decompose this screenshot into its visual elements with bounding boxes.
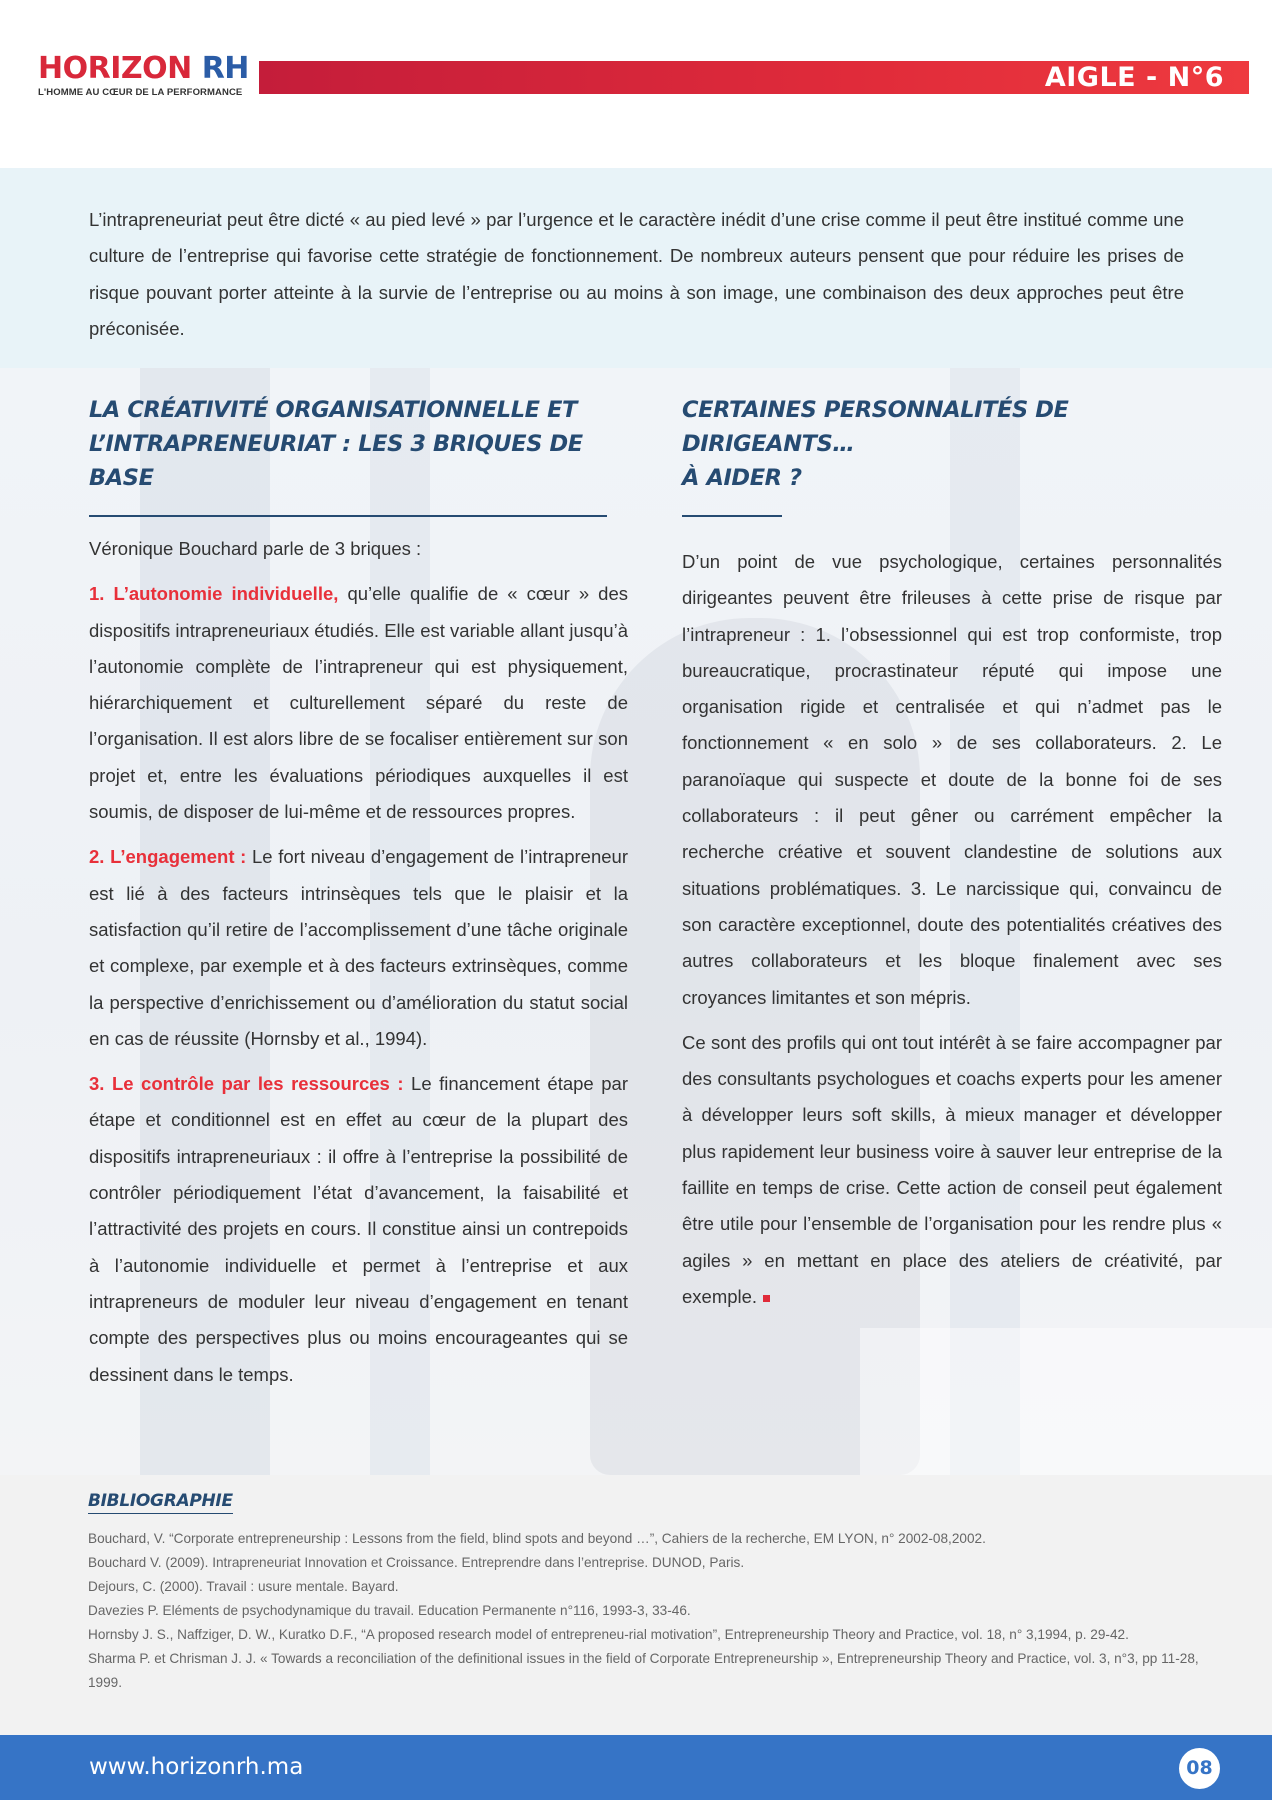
bibliography-section <box>0 1475 1272 1735</box>
brick-3-label: 3. Le contrôle par les ressources : <box>89 1073 404 1095</box>
brick-3-paragraph <box>89 1066 628 1393</box>
right-title-line-1: CERTAINES PERSONNALITÉS DE DIRIGEANTS… <box>682 397 1069 457</box>
right-title-line-2: À AIDER ? <box>682 465 802 491</box>
brick-2-text: Le fort niveau d’engagement de l’intrapreneur est lié à des facteurs intrinsèques tels que le plaisir et la satisfaction qu’il retire de l’accomplissement d’une tâche originale et complexe, par exemple et à des facteurs extrinsèques, comme la perspective d’enrichissement ou d’amélioration du statut social en cas de réussite (Hornsby et al., 1994). <box>89 846 628 1049</box>
right-paragraph-2 <box>682 1025 1222 1315</box>
issue-label: AIGLE - N°6 <box>1044 62 1224 93</box>
horizon-rh-logo[interactable] <box>38 52 249 98</box>
logo-word-horizon: HORIZON <box>38 51 192 86</box>
bibliography-item: Dejours, C. (2000). Travail : usure mentale. Bayard. <box>88 1579 399 1594</box>
left-lead: Véronique Bouchard parle de 3 briques : <box>89 538 422 559</box>
bibliography-item: Hornsby J. S., Naffziger, D. W., Kuratko D.F., “A proposed research model of entrepreneu-rial motivation”, Entrepreneurship Theory and Practice, vol. 18, n° 3,1994, p. 29-42. <box>88 1627 1129 1642</box>
right-column-title <box>682 393 1222 495</box>
bibliography-title: BIBLIOGRAPHIE <box>88 1491 233 1514</box>
left-column-title <box>89 393 628 495</box>
right-column <box>682 368 1222 1315</box>
brick-2-paragraph <box>89 839 628 1057</box>
main-content <box>0 368 1272 1475</box>
page-footer <box>0 1735 1272 1800</box>
logo-wordmark <box>38 52 249 86</box>
left-title-rule <box>89 515 607 517</box>
brick-3-text: Le financement étape par étape et conditionnel est en effet au cœur de la plupart des dispositifs intrapreneuriaux : il offre à l’entreprise la possibilité de contrôler périodiquement l’état d’avancement, la faisabilité et l’attractivité des projets en cours. Il constitue ainsi un contrepoids à l’autonomie individuelle et permet à l’entreprise et aux intrapreneurs de moduler leur niveau d’engagement en tenant compte des perspectives plus ou moins encourageantes qui se dessinent dans le temps. <box>89 1073 628 1385</box>
logo-word-rh: RH <box>201 51 249 86</box>
page-header <box>0 0 1272 168</box>
right-paragraph-2-text: Ce sont des profils qui ont tout intérêt à se faire accompagner par des consultants psychologues et coachs experts pour les amener à développer leurs soft skills, à mieux manager et développer plus rapidement leur business voire à sauver leur entreprise de la faillite en temps de crise. Cette action de conseil peut également être utile pour l’ensemble de l’organisation pour les rendre plus « agiles » en mettant en place des ateliers de créativité, par exemple. <box>682 1031 1222 1307</box>
background-desk <box>860 1328 1272 1475</box>
right-paragraph-1: D’un point de vue psychologique, certaines personnalités dirigeantes peuvent être frileuses à cette prise de risque par l’intrapreneur : 1. l’obsessionnel qui est trop conformiste, trop bureaucratique, procrastinateur réputé qui impose une organisation rigide et centralisée et qui n’admet pas le fonctionnement « en solo » de ses collaborateurs. 2. Le paranoïaque qui suspecte et doute de la bonne foi de ses collaborateurs : il peut gêner ou carrément empêcher la recherche créative et souvent clandestine de solutions aux situations problématiques. 3. Le narcissique qui, convaincu de son caractère exceptionnel, doute des potentialités créatives des autres collaborateurs et les bloque finalement avec ses croyances limitantes et son mépris. <box>682 551 1222 1008</box>
left-column <box>89 368 628 1393</box>
bibliography-item: Bouchard V. (2009). Intrapreneuriat Innovation et Croissance. Entreprendre dans l’entreprise. DUNOD, Paris. <box>88 1555 745 1570</box>
left-title-line-2: L’INTRAPRENEURIAT : LES 3 BRIQUES DE BASE <box>89 431 583 491</box>
brick-1-label: 1. L’autonomie individuelle, <box>89 583 339 605</box>
brick-1-paragraph <box>89 576 628 830</box>
intro-band <box>0 168 1272 368</box>
right-title-rule <box>682 515 782 517</box>
brick-2-label: 2. L’engagement : <box>89 846 247 868</box>
bibliography-item: Davezies P. Eléments de psychodynamique du travail. Education Permanente n°116, 1993-3, 33-46. <box>88 1603 691 1618</box>
intro-paragraph: L’intrapreneuriat peut être dicté « au pied levé » par l’urgence et le caractère inédit d’une crise comme il peut être institué comme une culture de l’entreprise qui favorise cette stratégie de fonctionnement. De nombreux auteurs pensent que pour réduire les prises de risque pouvant porter atteinte à la survie de l’entreprise ou au moins à son image, une combinaison des deux approches peut être préconisée. <box>89 209 1184 339</box>
website-link[interactable]: www.horizonrh.ma <box>89 1754 304 1780</box>
bibliography-item: Sharma P. et Chrisman J. J. « Towards a reconciliation of the definitional issues in the field of Corporate Entrepreneurship », Entrepreneurship Theory and Practice, vol. 3, n°3, pp 11-28, 1999. <box>88 1651 1199 1690</box>
brick-1-text: qu’elle qualifie de « cœur » des dispositifs intrapreneuriaux étudiés. Elle est variable allant jusqu’à l’autonomie complète de l’intrapreneur qui est physiquement, hiérarchiquement et culturellement séparé du reste de l’organisation. Il est alors libre de se focaliser entièrement sur son projet et, entre les évaluations périodiques auxquelles il est soumis, de disposer de lui-même et de ressources propres. <box>89 583 628 823</box>
end-square-icon <box>763 1295 770 1302</box>
logo-tagline: L'HOMME AU CŒUR DE LA PERFORMANCE <box>38 87 243 98</box>
page-number-badge: 08 <box>1179 1748 1220 1789</box>
bibliography-item: Bouchard, V. “Corporate entrepreneurship : Lessons from the field, blind spots and beyond …”, Cahiers de la recherche, EM LYON, n° 2002-08,2002. <box>88 1531 986 1546</box>
left-title-line-1: LA CRÉATIVITÉ ORGANISATIONNELLE ET <box>89 397 577 423</box>
